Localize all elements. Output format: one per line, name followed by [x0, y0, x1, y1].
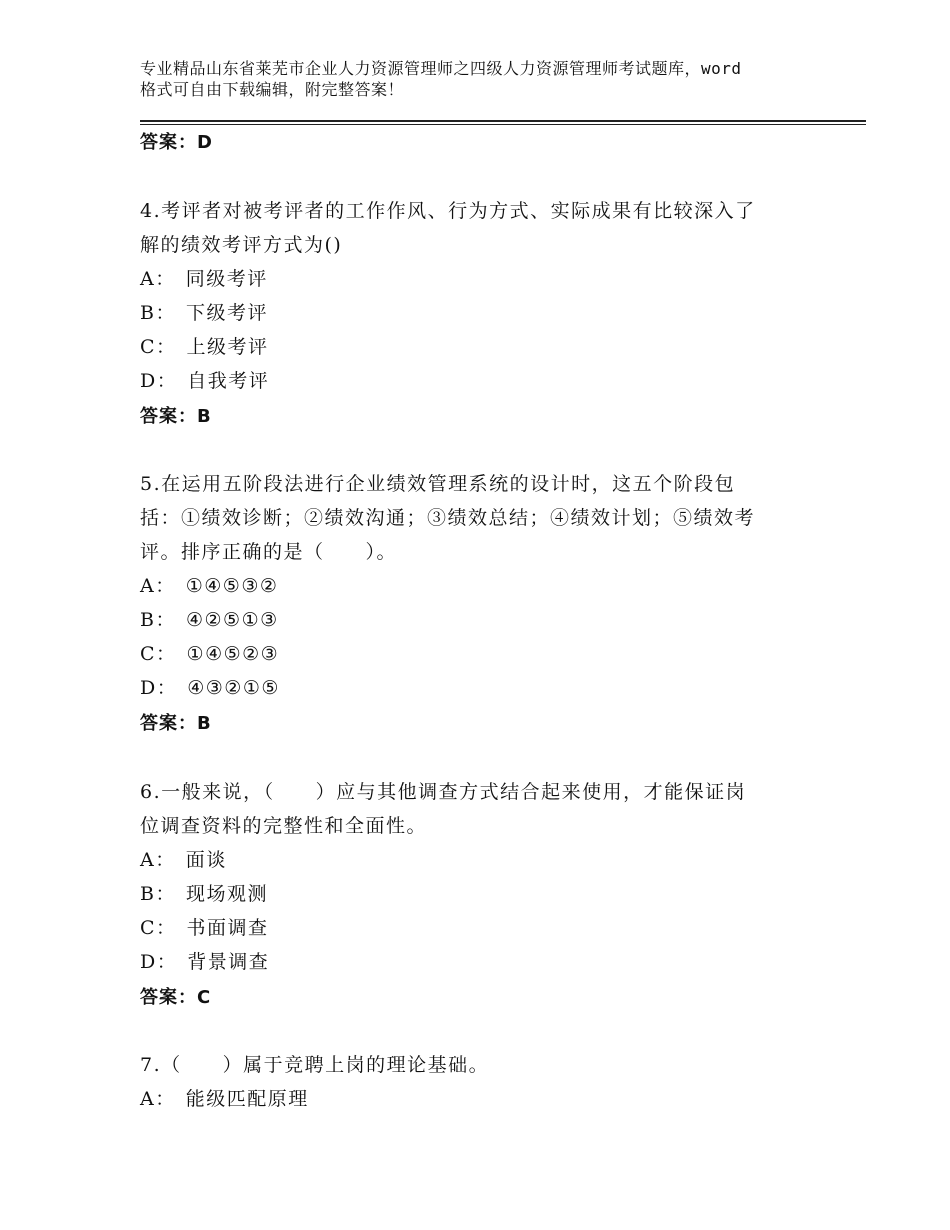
- question-6-answer: 答案：C: [140, 987, 212, 1008]
- header-line-1: 专业精品山东省莱芜市企业人力资源管理师之四级人力资源管理师考试题库，word: [140, 59, 742, 78]
- question-7-option-a: A： 能级匹配原理: [140, 1088, 309, 1110]
- question-5-option-b: B： ④②⑤①③: [140, 609, 279, 631]
- question-5-answer: 答案：B: [140, 713, 212, 734]
- question-4-line-2: 解的绩效考评方式为(): [140, 234, 343, 256]
- question-4-answer: 答案：B: [140, 406, 212, 427]
- question-5-line-1: 5.在运用五阶段法进行企业绩效管理系统的设计时，这五个阶段包: [140, 473, 736, 495]
- question-5-option-c: C： ①④⑤②③: [140, 643, 280, 665]
- question-5-option-a: A： ①④⑤③②: [140, 575, 279, 597]
- header-rule-thick: [140, 120, 866, 122]
- header-rule-thin: [140, 124, 866, 125]
- question-4-option-c: C： 上级考评: [140, 336, 269, 358]
- question-6-line-1: 6.一般来说，（ ）应与其他调查方式结合起来使用，才能保证岗: [140, 781, 747, 803]
- question-5-line-2: 括：①绩效诊断；②绩效沟通；③绩效总结；④绩效计划；⑤绩效考: [140, 507, 756, 529]
- question-6-option-a: A： 面谈: [140, 849, 227, 871]
- header-line-2: 格式可自由下载编辑，附完整答案！: [140, 80, 405, 99]
- document-header: [140, 58, 820, 100]
- question-7-line-1: 7.（ ）属于竞聘上岗的理论基础。: [140, 1054, 490, 1076]
- question-6-option-c: C： 书面调查: [140, 917, 269, 939]
- question-6-line-2: 位调查资料的完整性和全面性。: [140, 815, 428, 837]
- question-4-option-b: B： 下级考评: [140, 302, 268, 324]
- question-6-option-b: B： 现场观测: [140, 883, 268, 905]
- question-5-line-3: 评。排序正确的是（ ）。: [140, 541, 398, 563]
- question-6-option-d: D： 背景调查: [140, 951, 270, 973]
- question-4-option-a: A： 同级考评: [140, 268, 268, 290]
- answer-prev: 答案：D: [140, 132, 213, 153]
- question-4-option-d: D： 自我考评: [140, 370, 270, 392]
- question-5-option-d: D： ④③②①⑤: [140, 677, 280, 699]
- question-4-line-1: 4.考评者对被考评者的工作作风、行为方式、实际成果有比较深入了: [140, 200, 756, 222]
